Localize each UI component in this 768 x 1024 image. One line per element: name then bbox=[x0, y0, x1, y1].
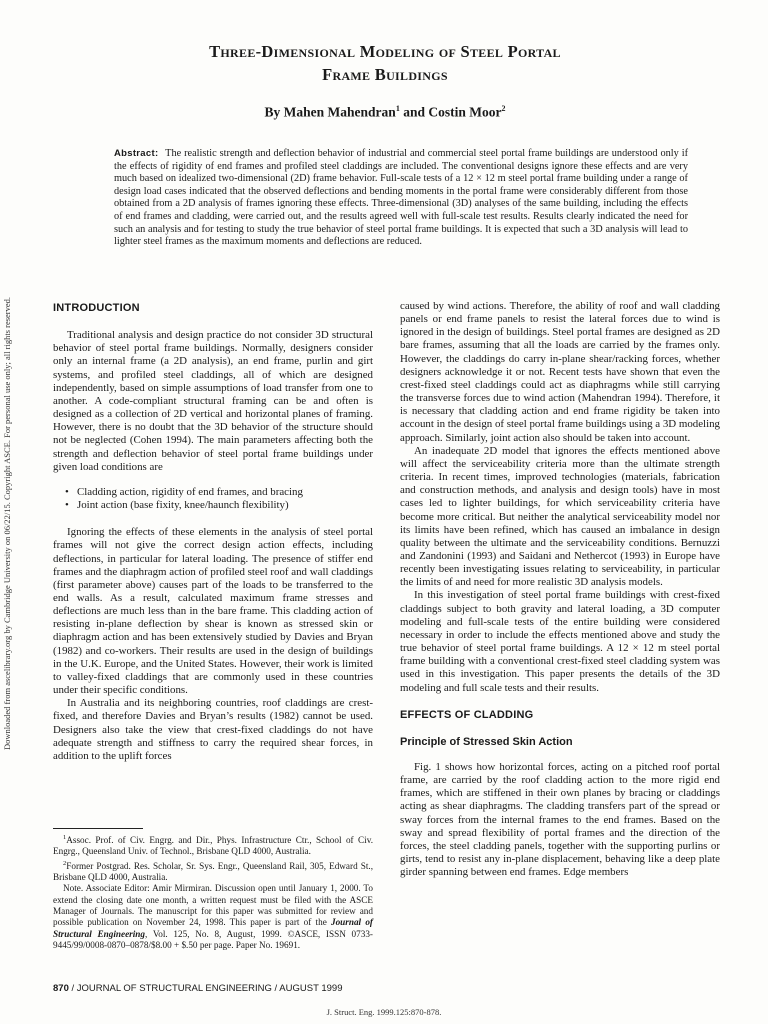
page-footer bbox=[53, 983, 342, 994]
intro-paragraph-1: Traditional analysis and design practice do not consider 3D structural behavior of steel portal frame buildings. Normally, designers consider only an internal frame (a 2D analysis), an end frame, purlin and girt systems, and profiled steel claddings, all of which are designed independently, based on simple assumptions of load transfer from one to another. A code-compliant structural framing can be and often is designed as a collection of 2D vertical and horizontal planes of framing. However, there is no doubt that the 3D behavior of the structure should not be neglected (Cohen 1994). The main parameters affecting both the strength and deflection behavior of steel portal frame buildings under given load conditions are bbox=[53, 329, 373, 473]
abstract bbox=[114, 148, 688, 249]
left-column bbox=[53, 300, 373, 763]
author-and: and bbox=[399, 104, 429, 120]
editorial-note-b: , Vol. 125, No. 8, August, 1999. ©ASCE, ISSN 0733-9445/99/0008-0870–0878/$8.00 + $.50 per page. Paper No. 19691. bbox=[53, 928, 373, 950]
right-paragraph-3: In this investigation of steel portal frame buildings with crest-fixed claddings subject to both gravity and lateral loading, a 3D computer modeling and full-scale tests of the entire building were considered necessary in order to include the effects mentioned above and study the true behavior of steel portal frame buildings. A 12 × 12 m steel portal frame building with a conventional crest-fixed steel cladding system was used in this investigation. This paper presents the details of the 3D modeling and full scale tests and their results. bbox=[400, 589, 720, 694]
footnote-1-mark: 1 bbox=[63, 834, 67, 841]
author-1-affil: 1 bbox=[395, 104, 400, 113]
footnote-2-mark: 2 bbox=[63, 859, 67, 867]
paper-title bbox=[60, 40, 710, 86]
list-item-text: Cladding action, rigidity of end frames, and bracing bbox=[77, 485, 303, 498]
right-paragraph-4: Fig. 1 shows how horizontal forces, acting on a pitched roof portal frame, are carried by the roof cladding action to the more rigid end frames, which are stiffened in their own planes by bracing or claddings acting as shear diaphragms. The cladding transfers part of the spread or sway forces from the internal frames to the end frames. Based on the sway and spread flexibility of portal frames and the direction of the forces, the steel cladding panels, together with the supporting purlins or girts, tend to resist any in-plane displacement, behaving like a deep plate girder spanning between end frames. Edge members bbox=[400, 761, 720, 879]
cladding-heading: EFFECTS OF CLADDING bbox=[400, 708, 534, 721]
title-line-1: Three-Dimensional Modeling of Steel Portal bbox=[209, 42, 561, 61]
bullet-mark: • bbox=[65, 499, 69, 512]
footnote-rule bbox=[53, 828, 143, 829]
footnote-2 bbox=[53, 858, 373, 884]
right-paragraph-2: An inadequate 2D model that ignores the effects mentioned above will affect the serviceability criteria more than the ultimate strength criteria. In recent times, improved technologies (materials, fabrication and construction methods, and analysis and design tools) have in most cases led to lighter buildings, for which serviceability criteria have become more critical. But neither the analytical serviceability model nor its limits have been refined, which has caused an imbalance in design quality between the ultimate and the serviceability conditions. Bernuzzi and Zandonini (1993) and Saidani and Nethercot (1993) in Europe have recently been investigating issues relating to serviceability, in particular the limits of and need for more realistic 3D analysis models. bbox=[400, 444, 720, 589]
author-prefix: By bbox=[264, 104, 284, 120]
footnote-1-text: Assoc. Prof. of Civ. Engrg. and Dir., Phys. Infrastructure Ctr., School of Civ. Engrg., Queensland Univ. of Technol., Brisbane QLD 4000, Australia. bbox=[53, 835, 373, 857]
journal-running-title: / JOURNAL OF STRUCTURAL ENGINEERING / AUGUST 1999 bbox=[68, 983, 343, 994]
editorial-note-a: Note. Associate Editor: Amir Mirmiran. Discussion open until January 1, 2000. To extend the closing date one month, a written request must be filed with the ASCE Manager of Journals. The manuscript for this paper was submitted for review and possible publication on November 24, 1998. This paper is part of the bbox=[53, 883, 373, 928]
author-2: Costin Moor bbox=[428, 104, 502, 120]
right-paragraph-1: caused by wind actions. Therefore, the ability of roof and wall cladding panels or end frame panels to resist the lateral forces due to wind is ignored in the design of buildings. Steel portal frames are designed as 2D bare frames, assuming that all the loads are carried by the frames only. However, the claddings do carry in-plane shear/racking forces, whether designers acknowledge it or not. Recent tests have shown that even the crest-fixed steel claddings could act as diaphragms while still carrying the transverse forces due to wind action (Mahendran 1994). Therefore, it is necessary that cladding action and end frame rigidity be taken into account in the design of steel portal frame buildings using a 3D modeling approach. Similarly, joint action also should be taken into account. bbox=[400, 300, 720, 444]
stressed-skin-subheading: Principle of Stressed Skin Action bbox=[400, 735, 573, 748]
introduction-heading: INTRODUCTION bbox=[53, 302, 140, 314]
author-line bbox=[60, 104, 710, 121]
abstract-label: Abstract: bbox=[114, 148, 159, 159]
bullet-mark: • bbox=[65, 485, 69, 498]
abstract-text: The realistic strength and deflection behavior of industrial and commercial steel portal frame buildings are understood only if the effects of rigidity of end frames and profiled steel claddings are included. The conventional designs ignore these effects and are very much based on idealized two-dimensional (2D) frame behavior. Full-scale tests of a 12 × 12 m steel portal frame building under a range of design load cases indicated that the observed deflections and bending moments in the portal frame were considerably different from those obtained from a 2D analysis of frames ignoring these effects. Three-dimensional (3D) analyses of the same building, including the effects of end frames and cladding, were carried out, and the results agreed well with full-scale test results. Results clearly indicated the need for such an analysis and for testing to study the true behavior of steel portal frame buildings. It is expected that such a 3D analysis will lead to lighter steel frames as the maximum moments and deflections are reduced. bbox=[114, 148, 689, 248]
author-1: Mahen Mahendran bbox=[283, 104, 396, 120]
title-line-2: Frame Buildings bbox=[322, 65, 448, 84]
list-item bbox=[65, 486, 373, 499]
list-item bbox=[65, 499, 373, 512]
page-number: 870 bbox=[53, 983, 69, 994]
parameter-list bbox=[53, 486, 373, 512]
footnotes bbox=[53, 828, 373, 951]
author-2-affil: 2 bbox=[501, 104, 506, 113]
right-column bbox=[400, 300, 720, 879]
footnote-1 bbox=[53, 832, 373, 858]
list-item-text: Joint action (base fixity, knee/haunch flexibility) bbox=[77, 499, 289, 512]
footnote-2-text: Former Postgrad. Res. Scholar, Sr. Sys. Engr., Queensland Rail, 305, Edward St., Brisbane QLD 4000, Australia. bbox=[53, 860, 373, 883]
intro-paragraph-2: Ignoring the effects of these elements in the analysis of steel portal frames will not give the correct design action effects, including deflections, in particular for lateral loading. The presence of stiffer end frames and the diaphragm action of profiled steel roof and wall claddings (first parameter above) causes part of the loads to be transferred to the end walls. As a result, calculated maximum frame stresses and deflections are much less than in the bare frame. This cladding action of resisting in-plane deflection by shear is known as stressed skin or diaphragm action and has been extensively studied by Davies and Bryan (1982) and co-workers. Their results are used in the design of buildings in the U.K. Europe, and the United States. However, their work is limited to valley-fixed claddings that are commonly used in these countries under their specific conditions. bbox=[53, 526, 373, 697]
journal-name: Journal of Structural Engineering bbox=[53, 917, 373, 939]
editorial-note bbox=[53, 883, 373, 951]
intro-paragraph-3: In Australia and its neighboring countries, roof claddings are crest-fixed, and therefore Davies and Bryan’s results (1982) cannot be used. Designers also take the view that crest-fixed claddings do not have adequate strength and stiffness to carry the required shear forces, in addition to the uplift forces bbox=[53, 697, 373, 762]
citation-line: J. Struct. Eng. 1999.125:870-878. bbox=[326, 1007, 442, 1017]
download-notice: Downloaded from ascelibrary.org by Cambridge University on 06/22/15. Copyright ASCE. For personal use only; all rights reserved. bbox=[2, 296, 12, 750]
